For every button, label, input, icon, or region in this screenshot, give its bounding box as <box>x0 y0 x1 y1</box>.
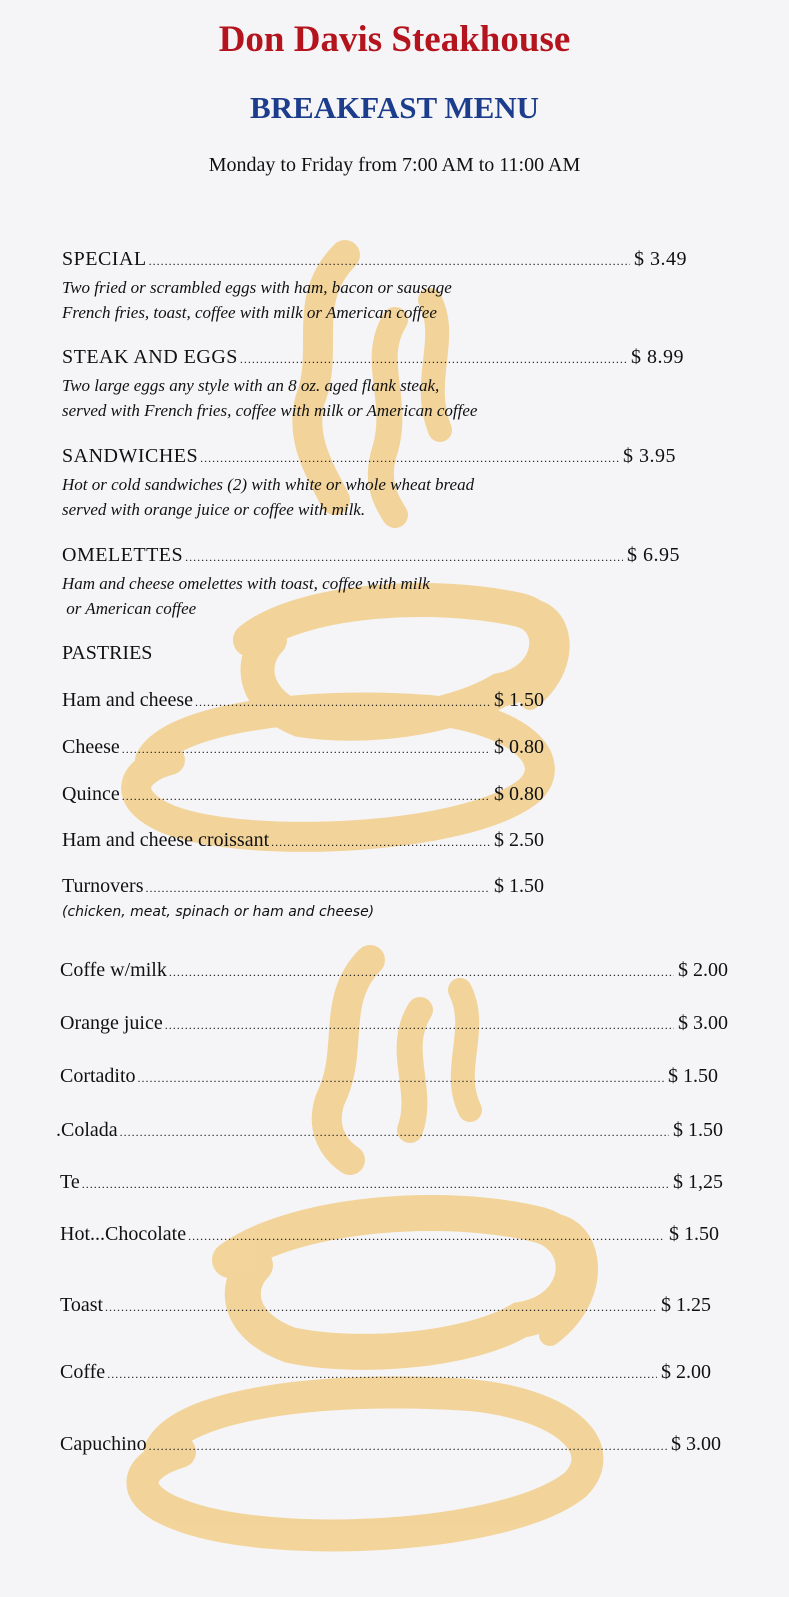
drink-item <box>60 1222 719 1248</box>
item-description: served with French fries, coffee with milk or American coffee <box>62 401 478 420</box>
item-description: Hot or cold sandwiches (2) with white or whole wheat bread <box>62 475 475 494</box>
item-description: or American coffee <box>62 599 197 618</box>
item-name: Quince <box>62 783 120 805</box>
item-price: $ 8.99 <box>631 346 684 368</box>
item-price: $ 1.50 <box>668 1065 718 1087</box>
dot-leader <box>138 1066 664 1090</box>
item-name: Coffe w/milk <box>60 959 167 981</box>
item-price: $ 1.25 <box>661 1294 711 1316</box>
dot-leader <box>146 876 491 900</box>
drink-item <box>60 958 728 984</box>
dot-leader <box>271 830 490 854</box>
drink-item <box>60 1170 723 1196</box>
item-price: $ 2.00 <box>678 959 728 981</box>
drink-item <box>60 1064 718 1090</box>
dot-leader <box>195 690 490 714</box>
item-description: Two large eggs any style with an 8 oz. aged flank steak, <box>62 376 440 395</box>
dot-leader <box>165 1013 674 1037</box>
drink-item <box>60 1432 721 1458</box>
item-price: $ 3.49 <box>634 248 687 270</box>
dot-leader <box>82 1172 669 1196</box>
item-price: $ 1.50 <box>494 689 544 711</box>
menu-item-omelettes <box>62 543 680 569</box>
item-name: Cortadito <box>60 1065 136 1087</box>
item-name: STEAK AND EGGS <box>62 346 238 368</box>
dot-leader <box>122 784 490 808</box>
item-price: $ 1.50 <box>494 875 544 897</box>
dot-leader <box>169 960 674 984</box>
item-price: $ 0.80 <box>494 783 544 805</box>
item-price: $ 3.00 <box>671 1433 721 1455</box>
menu-title: BREAKFAST MENU <box>249 90 540 125</box>
dot-leader <box>120 1120 669 1144</box>
pastries-heading: PASTRIES <box>62 642 153 664</box>
pastry-item <box>62 828 544 854</box>
item-name: OMELETTES <box>62 544 184 566</box>
menu-item-special <box>62 247 687 273</box>
item-price: $ 6.95 <box>627 544 680 566</box>
item-name: Ham and cheese croissant <box>62 829 270 851</box>
item-price: $ 2.50 <box>494 829 544 851</box>
pastry-item <box>62 782 544 808</box>
drink-item <box>56 1118 723 1144</box>
item-name: Orange juice <box>60 1012 163 1034</box>
item-name: Capuchino <box>60 1433 147 1455</box>
item-price: $ 3.00 <box>678 1012 728 1034</box>
service-hours: Monday to Friday from 7:00 AM to 11:00 AM <box>208 154 581 176</box>
item-price: $ 1,25 <box>673 1171 723 1193</box>
item-price: $ 1.50 <box>673 1119 723 1141</box>
pastry-item <box>62 874 544 900</box>
item-description: served with orange juice or coffee with milk. <box>62 500 366 519</box>
menu-item-steak-and-eggs <box>62 345 684 371</box>
restaurant-title: Don Davis Steakhouse <box>218 19 571 60</box>
turnovers-note: (chicken, meat, spinach or ham and cheese) <box>62 904 375 920</box>
pastry-item <box>62 688 544 714</box>
item-name: SPECIAL <box>62 248 147 270</box>
item-name: Cheese <box>62 736 120 758</box>
dot-leader <box>149 1434 667 1458</box>
item-name: SANDWICHES <box>62 445 199 467</box>
dot-leader <box>105 1295 657 1319</box>
dot-leader <box>200 446 619 470</box>
item-name: .Colada <box>56 1119 118 1141</box>
item-name: Turnovers <box>62 875 144 897</box>
item-description: French fries, toast, coffee with milk or American coffee <box>62 303 437 322</box>
item-price: $ 3.95 <box>623 445 676 467</box>
dot-leader <box>240 347 627 371</box>
item-price: $ 1.50 <box>669 1223 719 1245</box>
dot-leader <box>185 545 623 569</box>
item-name: Toast <box>60 1294 104 1316</box>
item-price: $ 0.80 <box>494 736 544 758</box>
drink-item <box>60 1011 728 1037</box>
dot-leader <box>122 737 490 761</box>
item-price: $ 2.00 <box>661 1361 711 1383</box>
item-description: Ham and cheese omelettes with toast, coffee with milk <box>62 574 430 593</box>
item-name: Ham and cheese <box>62 689 194 711</box>
menu-item-sandwiches <box>62 444 676 470</box>
item-name: Te <box>60 1171 80 1193</box>
dot-leader <box>107 1362 657 1386</box>
item-name: Coffe <box>60 1361 106 1383</box>
drink-item <box>60 1360 711 1386</box>
drink-item <box>60 1293 711 1319</box>
item-name: Hot...Chocolate <box>60 1223 187 1245</box>
dot-leader <box>149 249 630 273</box>
pastry-item <box>62 735 544 761</box>
item-description: Two fried or scrambled eggs with ham, bacon or sausage <box>62 278 452 297</box>
dot-leader <box>188 1224 665 1248</box>
